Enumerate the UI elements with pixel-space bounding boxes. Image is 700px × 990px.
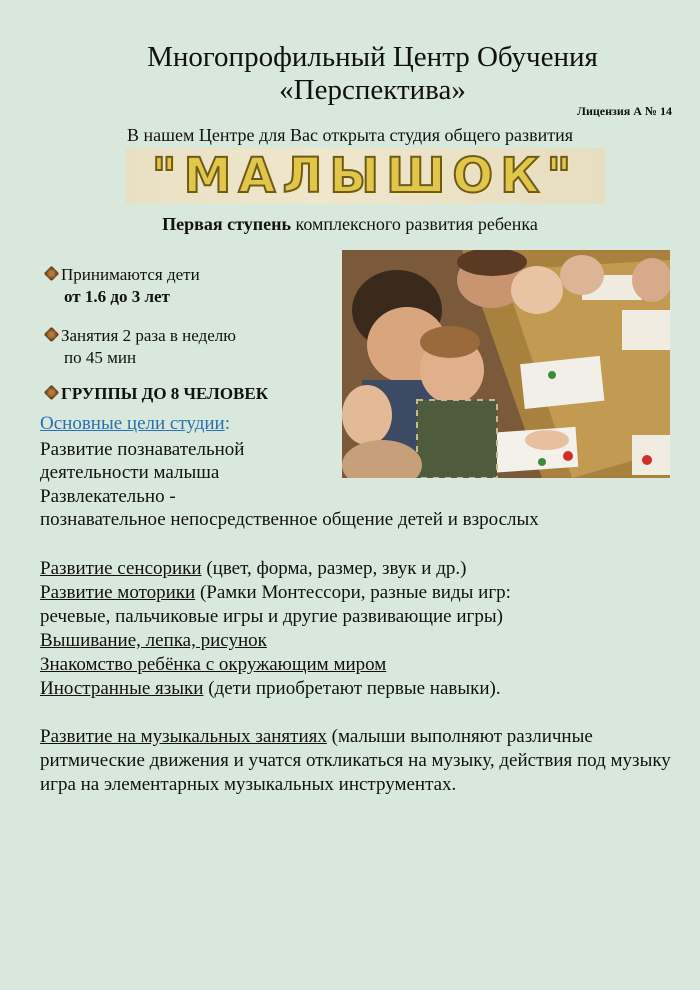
- bullet-schedule-line2: по 45 мин: [64, 348, 137, 367]
- goal-line: познавательное непосредственное общение детей и взрослых: [40, 509, 539, 530]
- activity-item: Развитие сенсорики (цвет, форма, размер, звук и др.): [40, 558, 467, 579]
- activity-item: Вышивание, лепка, рисунок: [40, 630, 267, 651]
- bullet-icon: [44, 266, 60, 282]
- stage-bold: Первая ступень: [162, 214, 291, 234]
- photo-illustration: [342, 250, 670, 478]
- goal-line: Развлекательно -: [40, 486, 176, 507]
- bullet-icon: [44, 385, 60, 401]
- children-photo: [342, 250, 670, 478]
- bullet-group-size: ГРУППЫ ДО 8 ЧЕЛОВЕК: [46, 383, 268, 405]
- bullet-schedule-line1: Занятия 2 раза в неделю: [46, 325, 236, 347]
- music-text: (малыши выполняют различные ритмические движения и учатся откликаться на музыку, действия под музыку игра на элементарных музыкальных инструментах.: [40, 726, 671, 795]
- bullet-icon: [44, 327, 60, 343]
- goal-line: Развитие познавательной: [40, 439, 245, 460]
- goal-line: деятельности малыша: [40, 462, 220, 483]
- license-label: Лицензия А № 14: [577, 104, 672, 118]
- title-line-2: «Перспектива»: [279, 74, 466, 106]
- studio-banner: [125, 148, 605, 204]
- intro-text: В нашем Центре для Вас открыта студия общего развития: [126, 125, 574, 145]
- stage-rest: комплексного развития ребенка: [290, 214, 538, 234]
- banner-text: "МАЛЫШОК": [151, 148, 579, 204]
- bullet-age-line1: Принимаются дети: [46, 264, 200, 286]
- stage-line: [0, 214, 700, 235]
- goals-heading: Основные цели студии:: [40, 413, 230, 434]
- activity-item: Иностранные языки (дети приобретают первые навыки).: [40, 678, 501, 699]
- activity-item: Знакомство ребёнка с окружающим миром: [40, 654, 387, 675]
- music-link: Развитие на музыкальных занятиях: [40, 726, 327, 747]
- activity-item: Развитие моторики (Рамки Монтессори, разные виды игр:: [40, 582, 511, 603]
- activity-item: речевые, пальчиковые игры и другие развивающие игры): [40, 606, 503, 627]
- music-paragraph: [40, 725, 680, 797]
- bullet-age-line2: от 1.6 до 3 лет: [64, 287, 170, 306]
- title-line-1: Многопрофильный Центр Обучения: [147, 41, 598, 73]
- activities-list: [40, 557, 680, 701]
